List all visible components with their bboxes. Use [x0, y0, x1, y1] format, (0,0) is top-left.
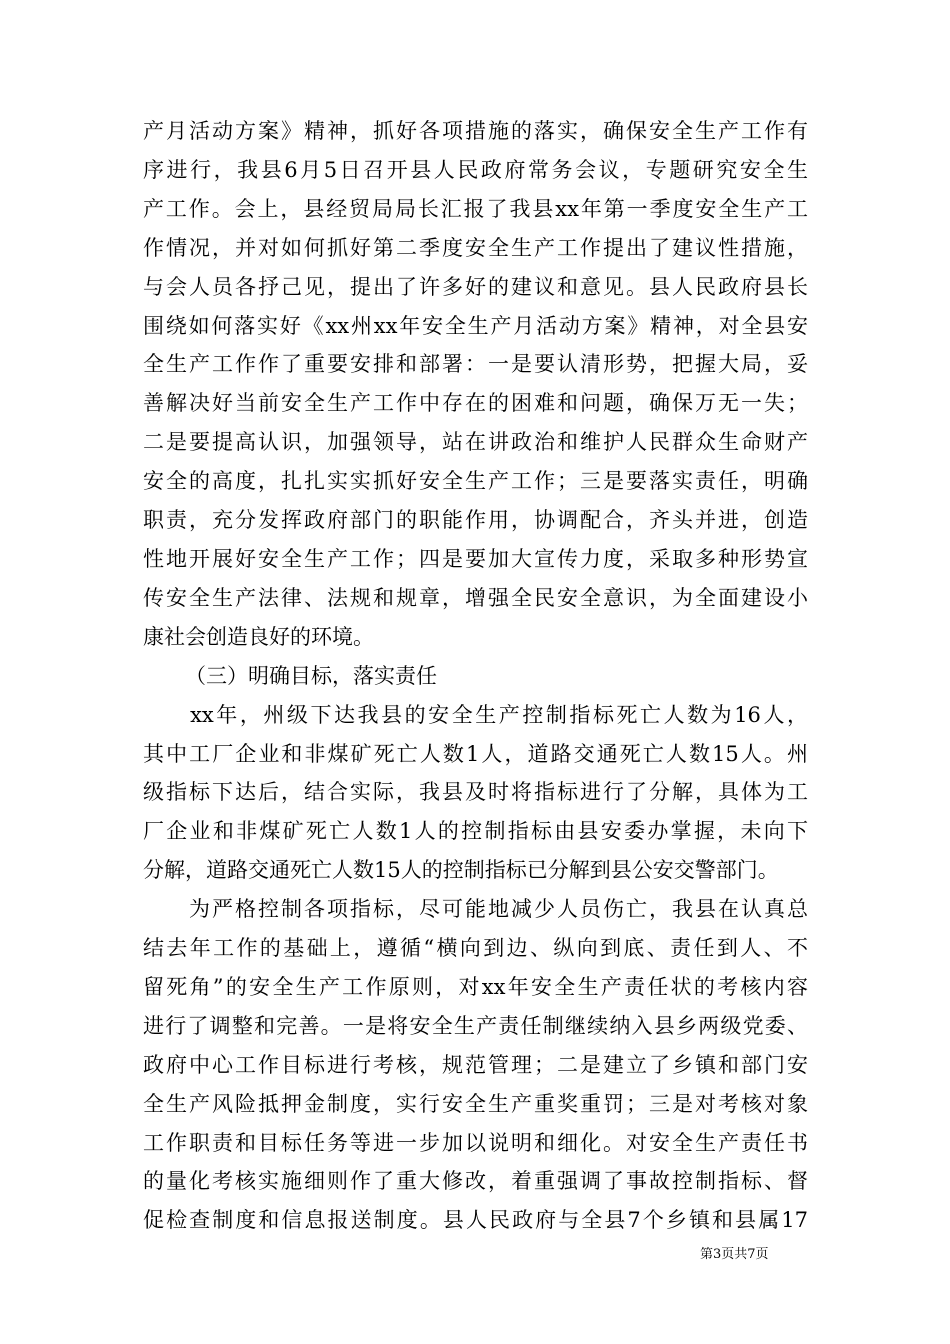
text-line: 全生产工作作了重要安排和部署：一是要认清形势，把握大局，妥 [143, 352, 808, 377]
text-line: 与会人员各抒己见，提出了许多好的建议和意见。县人民政府县长 [143, 274, 808, 299]
text-line: 为严格控制各项指标，尽可能地减少人员伤亡，我县在认真总 [143, 897, 808, 922]
text-line: 安全的高度，扎扎实实抓好安全生产工作；三是要落实责任，明确 [143, 469, 808, 494]
section-heading: （三）明确目标，落实责任 [185, 663, 437, 688]
page-number: 第3页共7页 [700, 1247, 769, 1262]
paragraph-1 [143, 112, 808, 657]
text-line: 厂企业和非煤矿死亡人数1人的控制指标由县安委办掌握，未向下 [143, 819, 808, 844]
text-line: 序进行，我县6月5日召开县人民政府常务会议，专题研究安全生 [143, 157, 808, 182]
text-line: 职责，充分发挥政府部门的职能作用，协调配合，齐头并进，创造 [143, 508, 808, 533]
text-line: 其中工厂企业和非煤矿死亡人数1人，道路交通死亡人数15人。州 [143, 741, 808, 766]
text-line: 留死角”的安全生产工作原则，对xx年安全生产责任状的考核内容 [143, 974, 808, 999]
text-line: 分解，道路交通死亡人数15人的控制指标已分解到县公安交警部门。 [143, 858, 779, 883]
text-line: 传安全生产法律、法规和规章，增强全民安全意识，为全面建设小 [143, 585, 808, 610]
text-line: 产工作。会上，县经贸局局长汇报了我县xx年第一季度安全生产工 [143, 196, 808, 221]
paragraph-2 [143, 696, 808, 891]
text-line: 级指标下达后，结合实际，我县及时将指标进行了分解，具体为工 [143, 780, 808, 805]
text-line: 康社会创造良好的环境。 [143, 624, 374, 649]
text-line: 工作职责和目标任务等进一步加以说明和细化。对安全生产责任书 [143, 1130, 808, 1155]
paragraph-3 [143, 890, 808, 1240]
text-line: 的量化考核实施细则作了重大修改，着重强调了事故控制指标、督 [143, 1169, 808, 1194]
text-line: 政府中心工作目标进行考核，规范管理；二是建立了乡镇和部门安 [143, 1052, 808, 1077]
text-line: 产月活动方案》精神，抓好各项措施的落实，确保安全生产工作有 [143, 119, 808, 143]
text-line: 作情况，并对如何抓好第二季度安全生产工作提出了建议性措施， [143, 235, 808, 260]
text-line: 全生产风险抵押金制度，实行安全生产重奖重罚；三是对考核对象 [143, 1091, 808, 1116]
text-line: xx年，州级下达我县的安全生产控制指标死亡人数为16人， [143, 702, 808, 727]
text-line: 促检查制度和信息报送制度。县人民政府与全县7个乡镇和县属17 [143, 1208, 808, 1233]
text-line: 二是要提高认识，加强领导，站在讲政治和维护人民群众生命财产 [143, 430, 808, 455]
text-line: 进行了调整和完善。一是将安全生产责任制继续纳入县乡两级党委、 [143, 1013, 808, 1038]
text-line: 善解决好当前安全生产工作中存在的困难和问题，确保万无一失； [143, 391, 808, 416]
text-line: 围绕如何落实好《xx州xx年安全生产月活动方案》精神，对全县安 [143, 313, 808, 338]
text-line: 结去年工作的基础上，遵循“横向到边、纵向到底、责任到人、不 [143, 936, 808, 961]
text-line: 性地开展好安全生产工作；四是要加大宣传力度，采取多种形势宣 [143, 546, 808, 571]
document-body [143, 112, 808, 1240]
